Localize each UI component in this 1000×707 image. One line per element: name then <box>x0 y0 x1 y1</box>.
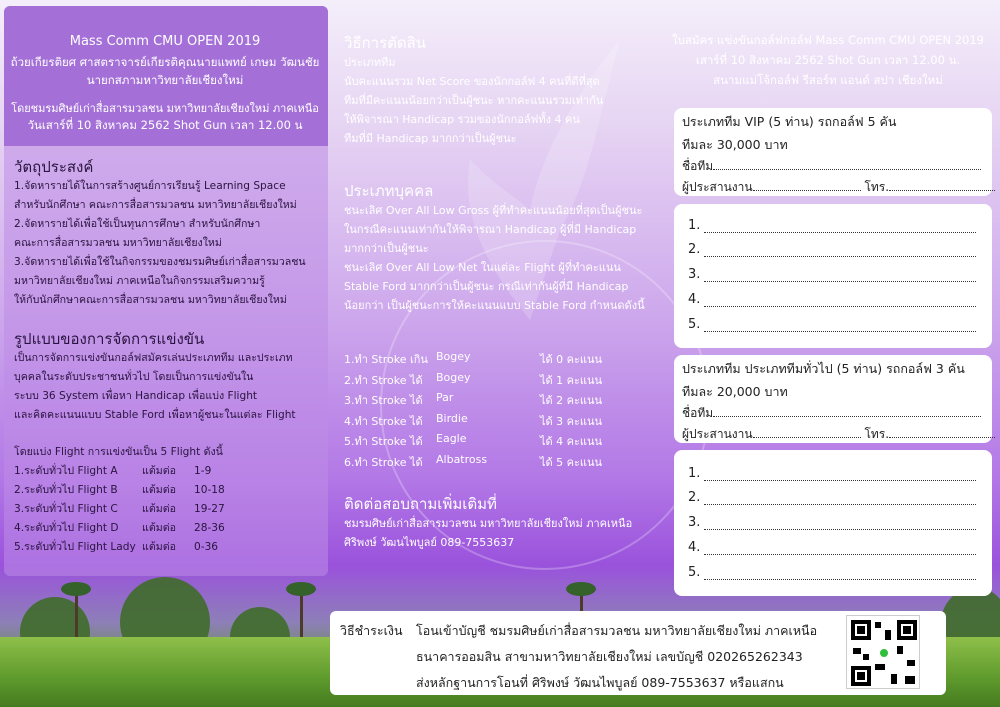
general-phone-field[interactable] <box>889 437 995 438</box>
member-number: 4. <box>688 292 701 307</box>
general-coordinator-field[interactable] <box>753 437 861 438</box>
vip-team-name-row[interactable] <box>682 157 981 176</box>
individual-judging-section <box>344 182 674 315</box>
trophy-line: ถ้วยเกียรติยศ ศาสตราจารย์เกียรติคุณนายแพทย์ เกษม วัฒนชัย <box>10 55 320 69</box>
flight-name: 5.ระดับทั่วไป Flight Lady <box>14 541 136 553</box>
format-line: เป็นการจัดการแข่งขันกอล์ฟสมัครเล่นประเภททีม และประเภท <box>14 352 293 364</box>
format-section <box>14 330 322 425</box>
flight-range: 1-9 <box>194 465 212 477</box>
general-title: ประเภททีม ประเภททีมทั่วไป (5 ท่าน) รถกอล์ฟ 3 คัน <box>682 361 965 376</box>
member-field[interactable] <box>704 331 976 332</box>
vip-coordinator-row[interactable] <box>682 178 995 197</box>
contact-title: ติดต่อสอบถามเพิ่มเติมที่ <box>344 495 497 513</box>
scoring-stroke: 2.ทำ Stroke ได้ <box>344 374 423 387</box>
objective-line: มหาวิทยาลัยเชียงใหม่ ภาคเหนือในกิจกรรมเสริมความรู้ <box>14 275 265 287</box>
flights-section <box>14 443 322 462</box>
flight-row <box>14 481 322 500</box>
scoring-term: Bogey <box>436 371 471 384</box>
objectives-title: วัตถุประสงค์ <box>14 158 94 176</box>
line-logo-icon <box>878 647 890 659</box>
member-field[interactable] <box>704 504 976 505</box>
format-line: และคิดคะแนนแบบ Stable Ford เพื่อหาผู้ชนะในแต่ละ Flight <box>14 409 296 421</box>
member-number: 2. <box>688 490 701 505</box>
member-number: 2. <box>688 242 701 257</box>
scoring-stroke: 5.ทำ Stroke ได้ <box>344 435 423 448</box>
general-price: ทีมละ 20,000 บาท <box>682 384 788 399</box>
individual-rule-line: น้อยกว่า เป็นผู้ชนะการให้คะแนนแบบ Stable Ford กำหนดดังนี้ <box>344 299 645 312</box>
flight-label: แต้มต่อ <box>142 522 176 534</box>
member-field[interactable] <box>704 256 976 257</box>
scoring-points: ได้ 2 คะแนน <box>540 394 603 407</box>
objective-line: สำหรับนักศึกษา คณะการสื่อสารมวลชน มหาวิทยาลัยเชียงใหม่ <box>14 199 297 211</box>
member-field[interactable] <box>704 232 976 233</box>
organizer-line: โดยชมรมศิษย์เก่าสื่อสารมวลชน มหาวิทยาลัยเชียงใหม่ ภาคเหนือ <box>11 102 319 115</box>
member-field[interactable] <box>704 579 976 580</box>
scoring-term: Bogey <box>436 350 471 363</box>
objectives-section <box>14 158 322 310</box>
scoring-term: Par <box>436 391 454 404</box>
scoring-points: ได้ 3 คะแนน <box>540 415 603 428</box>
date-line: วันเสาร์ที่ 10 สิงหาคม 2562 Shot Gun เวลา 12.00 น <box>27 118 303 132</box>
individual-rule-line: Stable Ford มากกว่าเป็นผู้ชนะ กรณีเท่ากันผู้ที่มี Handicap <box>344 280 629 293</box>
payment-line: โอนเข้าบัญชี ชมรมศิษย์เก่าสื่อสารมวลชน มหาวิทยาลัยเชียงใหม่ ภาคเหนือ <box>416 623 818 638</box>
member-field[interactable] <box>704 529 976 530</box>
general-phone-label: โทร. <box>864 427 890 441</box>
scoring-points: ได้ 1 คะแนน <box>540 374 603 387</box>
scoring-stroke: 3.ทำ Stroke ได้ <box>344 394 423 407</box>
scoring-points: ได้ 5 คะแนน <box>540 456 603 469</box>
scoring-points: ได้ 4 คะแนน <box>540 435 603 448</box>
general-team-card <box>674 355 992 443</box>
general-coordinator-row[interactable] <box>682 425 995 444</box>
objective-line: คณะการสื่อสารมวลชน มหาวิทยาลัยเชียงใหม่ <box>14 237 222 249</box>
general-team-field[interactable] <box>713 416 981 417</box>
member-number: 1. <box>688 218 701 233</box>
vip-phone-label: โทร. <box>864 180 890 194</box>
application-venue: สนามแม่โจ้กอล์ฟ รีสอร์ท แอนด์ สปา เชียงใหม่ <box>713 73 943 87</box>
trophy-line-2: นายกสภามหาวิทยาลัยเชียงใหม่ <box>86 73 244 87</box>
individual-rule-line: ในกรณีคะแนนเท่ากันให้พิจารณา Handicap ผู้ที่มี Handicap <box>344 223 637 236</box>
vip-team-field[interactable] <box>713 169 981 170</box>
individual-rule-line: ชนะเลิศ Over All Low Gross ผู้ที่ทำคะแนนน้อยที่สุดเป็นผู้ชนะ <box>344 204 643 217</box>
general-members-card <box>674 450 992 596</box>
objective-line: 3.จัดหารายได้เพื่อใช้ในกิจกรรมของชมรมศิษย์เก่าสื่อสารมวลชน <box>14 256 306 268</box>
scoring-term: Albatross <box>436 453 488 466</box>
flight-row <box>14 519 322 538</box>
flight-range: 19-27 <box>194 503 225 515</box>
objective-line: 1.จัดหารายได้ในการสร้างศูนย์การเรียนรู้ Learning Space <box>14 180 286 192</box>
vip-team-label: ชื่อทีม <box>682 159 714 173</box>
vip-team-card <box>674 108 992 196</box>
flight-name: 2.ระดับทั่วไป Flight B <box>14 484 118 496</box>
member-field[interactable] <box>704 554 976 555</box>
contact-section <box>344 495 674 552</box>
individual-rule-line: มากกว่าเป็นผู้ชนะ <box>344 242 429 255</box>
team-rule-line: ให้พิจารณา Handicap รวมของนักกอล์ฟทั้ง 4 คน <box>344 113 580 126</box>
vip-members-card <box>674 204 992 348</box>
payment-line: ธนาคารออมสิน สาขามหาวิทยาลัยเชียงใหม่ เลขบัญชี 020265262343 <box>416 649 803 664</box>
payment-line: ส่งหลักฐานการโอนที่ ศิริพงษ์ วัฒนไพบูลย์ 089-7553637 หรือแสกน <box>416 675 784 690</box>
scoring-stroke: 6.ทำ Stroke ได้ <box>344 456 423 469</box>
scoring-points: ได้ 0 คะแนน <box>540 353 603 366</box>
general-coordinator-label: ผู้ประสานงาน <box>682 427 753 441</box>
member-number: 5. <box>688 317 701 332</box>
flight-name: 1.ระดับทั่วไป Flight A <box>14 465 118 477</box>
payment-label: วิธีชำระเงิน <box>340 623 403 638</box>
member-number: 4. <box>688 540 701 555</box>
scoring-term: Birdie <box>436 412 468 425</box>
team-rule-line: ทีมที่มี Handicap มากกว่าเป็นผู้ชนะ <box>344 132 517 145</box>
flight-row <box>14 538 322 557</box>
flight-name: 3.ระดับทั่วไป Flight C <box>14 503 118 515</box>
team-rule-line: นับคะแนนรวม Net Score ของนักกอล์ฟ 4 คนที่ดีที่สุด <box>344 75 600 88</box>
application-title: ใบสมัคร แข่งขันกอล์ฟกอล์ฟ Mass Comm CMU OPEN 2019 <box>672 33 984 47</box>
flight-row <box>14 462 322 481</box>
qr-code-icon[interactable] <box>846 615 920 689</box>
flight-row <box>14 500 322 519</box>
vip-phone-field[interactable] <box>889 190 995 191</box>
event-title: Mass Comm CMU OPEN 2019 <box>69 34 261 49</box>
flights-list <box>14 462 322 557</box>
format-line: บุคคลในระดับประชาชนทั่วไป โดยเป็นการแข่งขันใน <box>14 371 254 383</box>
team-judging-section <box>344 34 674 148</box>
flight-label: แต้มต่อ <box>142 484 176 496</box>
individual-rule-line: ชนะเลิศ Over All Low Net ในแต่ละ Flight ผู้ที่ทำคะแนน <box>344 261 621 274</box>
general-team-label: ชื่อทีม <box>682 406 714 420</box>
general-team-name-row[interactable] <box>682 404 981 423</box>
flight-range: 28-36 <box>194 522 225 534</box>
flight-label: แต้มต่อ <box>142 503 176 515</box>
flight-range: 10-18 <box>194 484 225 496</box>
vip-coordinator-field[interactable] <box>753 190 861 191</box>
scoring-term: Eagle <box>436 432 467 445</box>
scoring-stroke: 4.ทำ Stroke ได้ <box>344 415 423 428</box>
format-line: ระบบ 36 System เพื่อหา Handicap เพื่อแบ่ง Flight <box>14 390 258 402</box>
individual-title: ประเภทบุคคล <box>344 182 434 200</box>
team-subtitle: ประเภททีม <box>344 56 396 69</box>
member-number: 3. <box>688 515 701 530</box>
scoring-stroke: 1.ทำ Stroke เกิน <box>344 353 428 366</box>
member-field[interactable] <box>704 480 976 481</box>
vip-coordinator-label: ผู้ประสานงาน <box>682 180 753 194</box>
member-number: 1. <box>688 466 701 481</box>
objective-line: ให้กับนักศึกษาคณะการสื่อสารมวลชน มหาวิทยาลัยเชียงใหม่ <box>14 294 287 306</box>
judging-title: วิธีการตัดสิน <box>344 34 427 52</box>
contact-line: ศิริพงษ์ วัฒนไพบูลย์ 089-7553637 <box>344 536 515 549</box>
application-date: เสาร์ที่ 10 สิงหาคม 2562 Shot Gun เวลา 12.00 น. <box>695 53 961 67</box>
team-rule-line: ทีมที่มีคะแนนน้อยกว่าเป็นผู้ชนะ หากคะแนนรวมเท่ากัน <box>344 94 604 107</box>
format-title: รูปแบบของการจัดการแข่งขัน <box>14 330 205 348</box>
flight-name: 4.ระดับทั่วไป Flight D <box>14 522 119 534</box>
member-field[interactable] <box>704 281 976 282</box>
member-number: 3. <box>688 267 701 282</box>
vip-price: ทีมละ 30,000 บาท <box>682 137 788 152</box>
objective-line: 2.จัดหารายได้เพื่อใช้เป็นทุนการศึกษา สำหรับนักศึกษา <box>14 218 261 230</box>
contact-line: ชมรมศิษย์เก่าสื่อสารมวลชน มหาวิทยาลัยเชียงใหม่ ภาคเหนือ <box>344 517 633 530</box>
member-field[interactable] <box>704 306 976 307</box>
flights-intro: โดยแบ่ง Flight การแข่งขันเป็น 5 Flight ดังนี้ <box>14 446 223 458</box>
flight-range: 0-36 <box>194 541 219 553</box>
member-number: 5. <box>688 565 701 580</box>
flight-label: แต้มต่อ <box>142 541 176 553</box>
flight-label: แต้มต่อ <box>142 465 176 477</box>
vip-title: ประเภททีม VIP (5 ท่าน) รถกอล์ฟ 5 คัน <box>682 114 897 129</box>
